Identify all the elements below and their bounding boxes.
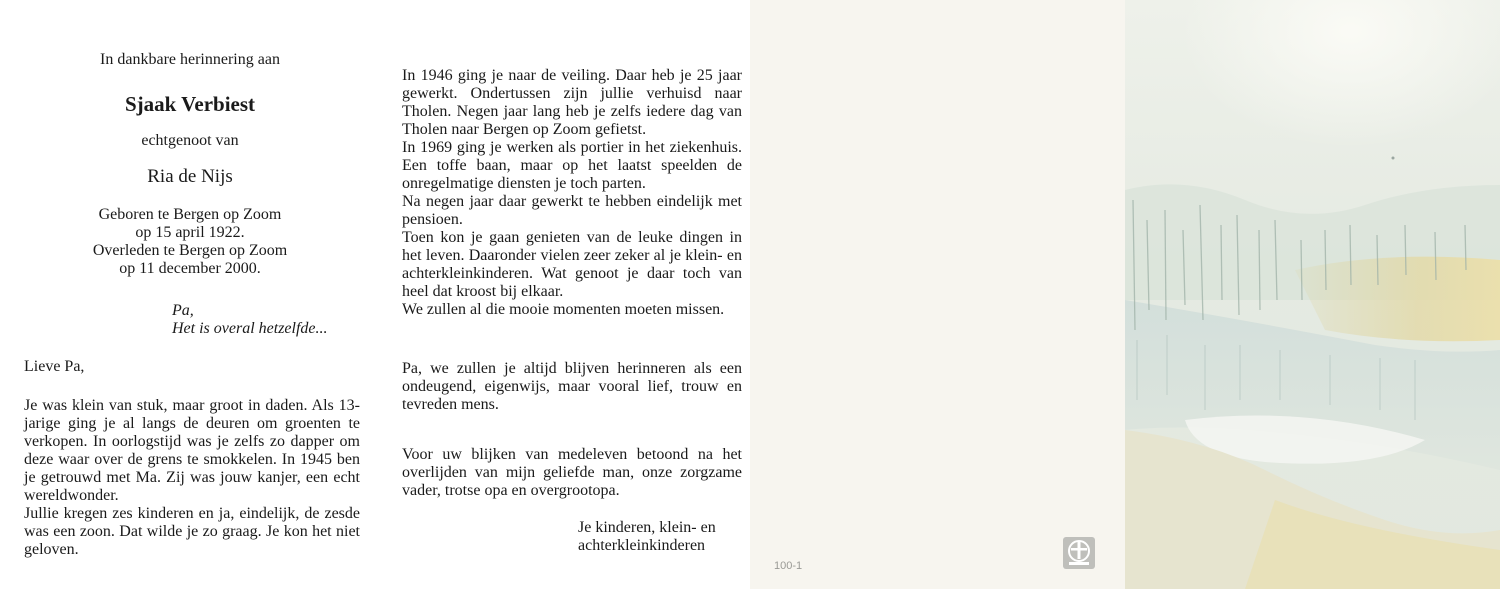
story-paragraph: Na negen jaar daar gewerkt te hebben eindelijk met pensioen.	[402, 193, 742, 228]
spouse-label: echtgenoot van	[141, 132, 239, 149]
artwork-panel	[1125, 0, 1500, 589]
landscape-painting	[1125, 0, 1500, 589]
story-paragraph: In 1969 ging je werken als portier in het ziekenhuis. Een toffe baan, maar op het laatst speelden de onregelmatige diensten je toch parten.	[402, 139, 742, 192]
birth-place: Geboren te Bergen op Zoom	[98, 206, 282, 223]
death-date: op 11 december 2000.	[119, 260, 261, 277]
letter-paragraph: Jullie kregen zes kinderen en ja, eindelijk, de zesde was een zoon. Dat wilde je zo graag. Je kon het niet geloven.	[24, 505, 360, 558]
life-story	[402, 67, 742, 319]
quote-line-1: Pa,	[172, 302, 194, 319]
intro-line: In dankbare herinnering aan	[100, 51, 280, 68]
quote	[172, 302, 328, 338]
story-paragraph: In 1946 ging je naar de veiling. Daar heb je 25 jaar gewerkt. Ondertussen zijn jullie verhuisd naar Tholen. Negen jaar lang heb je zelfs iedere dag van Tholen naar Bergen op Zoom gefietst.	[402, 67, 742, 138]
signature-line-2: achterkleinkinderen	[578, 537, 706, 554]
middle-panel	[378, 0, 750, 589]
print-code: 100-1	[774, 560, 803, 572]
letter-text	[24, 397, 360, 559]
story-paragraph: Toen kon je gaan genieten van de leuke dingen in het leven. Daaronder vielen zeer zeker al je klein- en achterkleinkinderen. Wat genoot je daar toch van heel dat kroost bij elkaar.	[402, 229, 742, 300]
life-dates	[0, 206, 378, 278]
death-place: Overleden te Bergen op Zoom	[92, 242, 288, 259]
signature-line-1: Je kinderen, klein- en	[578, 519, 716, 536]
salutation: Lieve Pa,	[24, 358, 85, 375]
blank-panel	[750, 0, 1125, 589]
letter-paragraph: Je was klein van stuk, maar groot in daden. Als 13-jarige ging je al langs de deuren om groenten te verkopen. In oorlogstijd was je zelfs zo dapper om deze waar over de grens te smokkelen. In 1945 ben je getrouwd met Ma. Zij was jouw kanjer, een echt wereldwonder.	[24, 397, 360, 504]
signature	[578, 519, 716, 555]
printer-logo-icon	[1062, 536, 1096, 570]
deceased-name: Sjaak Verbiest	[124, 92, 256, 116]
story-paragraph: We zullen al die mooie momenten moeten missen.	[402, 301, 725, 318]
remembrance-text	[402, 360, 742, 414]
left-panel	[0, 0, 378, 589]
quote-line-2: Het is overal hetzelfde...	[172, 320, 328, 337]
remembrance-paragraph: Pa, we zullen je altijd blijven herinneren als een ondeugend, eigenwijs, maar vooral lief, trouw en tevreden mens.	[402, 360, 742, 413]
thanks-text	[402, 446, 742, 500]
birth-date: op 15 april 1922.	[135, 224, 245, 241]
thanks-paragraph: Voor uw blijken van medeleven betoond na het overlijden van mijn geliefde man, onze zorgzame vader, trotse opa en overgrootopa.	[402, 446, 742, 499]
spouse-name: Ria de Nijs	[147, 166, 233, 187]
